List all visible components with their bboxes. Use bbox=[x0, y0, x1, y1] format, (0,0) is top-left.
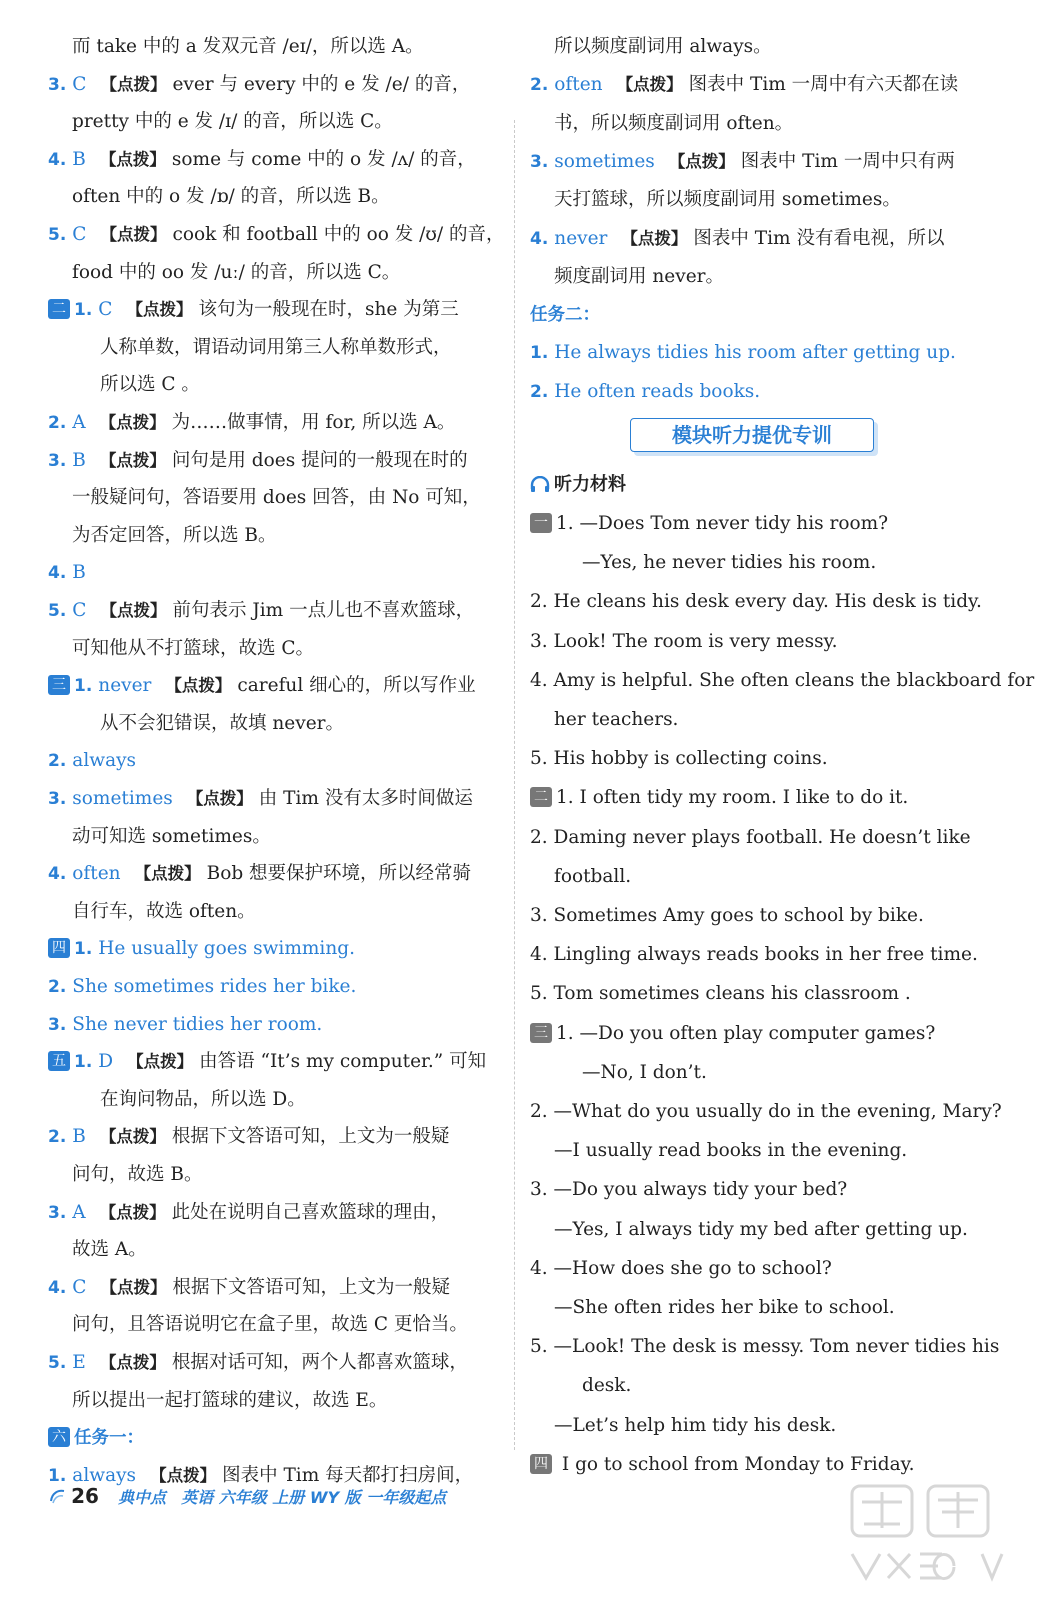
text-line bbox=[48, 1085, 306, 1115]
headphone-icon bbox=[530, 476, 550, 492]
explanation-text: 问句，故选 B。 bbox=[72, 1164, 203, 1185]
explanation-text: 2. He cleans his desk every day. His desk is tidy. bbox=[530, 591, 982, 613]
explanation-text: 为否定回答，所以选 B。 bbox=[72, 524, 277, 546]
text-line bbox=[48, 859, 471, 889]
item-number: 4. bbox=[48, 563, 67, 584]
explanation-text: 根据下文答语可知，上文为一般疑 bbox=[172, 1276, 450, 1298]
explanation-text: 所以选 C 。 bbox=[100, 374, 200, 396]
text-line bbox=[48, 333, 452, 363]
text-line bbox=[530, 1371, 631, 1401]
explanation-text: 由答语 “It’s my computer.” 可知 bbox=[199, 1051, 487, 1073]
explanation-text: —Let’s help him tidy his desk. bbox=[554, 1414, 837, 1436]
text-line bbox=[48, 596, 474, 626]
explanation-text: Bob 想要保护环境，所以经常骑 bbox=[206, 863, 472, 885]
explanation-text: 为……做事情，用 for, 所以选 A。 bbox=[171, 412, 456, 433]
explanation-text: 4. —How does she go to school? bbox=[530, 1257, 832, 1279]
section-line bbox=[48, 671, 476, 701]
explanation-text: her teachers. bbox=[554, 709, 679, 730]
text-line bbox=[48, 784, 473, 814]
text-line bbox=[48, 182, 390, 212]
text-line bbox=[530, 1293, 895, 1323]
explanation-text: 图表中 Tim 一周中只有两 bbox=[740, 150, 955, 172]
hint-label: 【点拨】 bbox=[127, 1052, 194, 1072]
text-line bbox=[48, 897, 256, 927]
answer: He often reads books. bbox=[554, 380, 761, 402]
answer: D bbox=[98, 1051, 114, 1073]
text-line bbox=[530, 1058, 707, 1088]
explanation-text: 天打篮球，所以频度副词用 sometimes。 bbox=[554, 189, 901, 211]
answer: He usually goes swimming. bbox=[98, 938, 355, 960]
section-badge: 二 bbox=[48, 299, 70, 319]
text-line bbox=[530, 262, 724, 292]
answer: A bbox=[72, 1201, 86, 1223]
answer: often bbox=[72, 863, 121, 885]
answer: She never tidies her room. bbox=[72, 1013, 323, 1035]
text-line bbox=[530, 862, 631, 892]
text-line bbox=[530, 1215, 968, 1245]
text-line bbox=[530, 338, 970, 368]
hint-label: 【点拨】 bbox=[99, 149, 166, 169]
item-number: 3. bbox=[48, 1202, 67, 1223]
answer: B bbox=[72, 449, 86, 471]
answer: never bbox=[98, 675, 152, 697]
explanation-text: 3. —Do you always tidy your bed? bbox=[530, 1179, 848, 1201]
item-number: 1. bbox=[74, 939, 93, 960]
explanation-text: 一般疑问句，答语要用 does 回答，由 No 可知， bbox=[72, 487, 481, 509]
explanation-text: 根据对话可知，两个人都喜欢篮球， bbox=[171, 1352, 468, 1373]
item-number: 5. bbox=[48, 601, 67, 621]
explanation-text: 5. His hobby is collecting coins. bbox=[530, 748, 828, 770]
item-number: 5. bbox=[48, 1353, 67, 1373]
explanation-text: football. bbox=[554, 865, 632, 887]
answer: sometimes bbox=[72, 788, 173, 809]
answer: A bbox=[72, 412, 86, 433]
text-line bbox=[48, 70, 470, 100]
explanation-text: 由 Tim 没有太多时间做运 bbox=[258, 788, 473, 809]
text-line bbox=[530, 300, 600, 330]
hint-label: 【点拨】 bbox=[99, 1353, 166, 1372]
explanation-text: ever 与 every 中的 e 发 /e/ 的音， bbox=[172, 73, 471, 95]
explanation-text: pretty 中的 e 发 /ɪ/ 的音，所以选 C。 bbox=[72, 111, 393, 133]
explanation-text: —I usually read books in the evening. bbox=[554, 1140, 908, 1162]
answer: always bbox=[72, 1464, 137, 1486]
item-number: 1. bbox=[74, 676, 93, 697]
item-number: 3. bbox=[530, 151, 549, 172]
explanation-text: 图表中 Tim 没有看电视，所以 bbox=[693, 227, 945, 249]
answer: C bbox=[98, 299, 113, 321]
explanation-text: often 中的 o 发 /ɒ/ 的音，所以选 B。 bbox=[72, 186, 390, 208]
explanation-text: 图表中 Tim 每天都打扫房间， bbox=[222, 1464, 474, 1486]
section-badge: 四 bbox=[48, 938, 70, 958]
answer: B bbox=[72, 1126, 86, 1148]
hint-label: 【点拨】 bbox=[100, 74, 167, 94]
text-line bbox=[530, 979, 911, 1009]
text-line bbox=[48, 220, 504, 250]
text-line bbox=[530, 1332, 999, 1362]
answer: sometimes bbox=[554, 150, 655, 172]
answer: never bbox=[554, 227, 608, 249]
text-line bbox=[48, 1198, 449, 1228]
section-line bbox=[48, 1047, 486, 1077]
hint-label: 【点拨】 bbox=[616, 75, 683, 95]
section-badge: 四 bbox=[530, 1454, 552, 1474]
text-line bbox=[48, 1235, 147, 1265]
text-line bbox=[48, 145, 476, 175]
text-line bbox=[48, 558, 100, 588]
hint-label: 【点拨】 bbox=[99, 413, 166, 432]
hint-label: 【点拨】 bbox=[134, 864, 201, 884]
text-line bbox=[530, 1097, 1002, 1127]
explanation-text: 3. Look! The room is very messy. bbox=[530, 630, 838, 652]
text-line bbox=[530, 705, 678, 735]
explanation-text: I go to school from Monday to Friday. bbox=[556, 1453, 915, 1475]
explanation-text: 问句，且答语说明它在盒子里，故选 C 更恰当。 bbox=[72, 1314, 468, 1336]
hint-label: 【点拨】 bbox=[99, 1202, 166, 1222]
item-number: 5. bbox=[48, 225, 67, 245]
text-line bbox=[48, 1273, 450, 1303]
answer: B bbox=[72, 562, 86, 584]
text-line bbox=[48, 521, 276, 551]
text-line bbox=[530, 70, 958, 100]
text-line bbox=[48, 32, 424, 62]
text-line bbox=[48, 1348, 468, 1378]
item-number: 3. bbox=[48, 1014, 67, 1035]
hint-label: 【点拨】 bbox=[186, 789, 253, 808]
text-line bbox=[48, 1160, 202, 1190]
text-line bbox=[530, 901, 924, 931]
listening-heading bbox=[530, 470, 626, 500]
text-line bbox=[530, 940, 978, 970]
text-line bbox=[48, 746, 150, 776]
text-line bbox=[530, 185, 901, 215]
item-number: 2. bbox=[48, 1127, 67, 1148]
section-line bbox=[530, 1019, 935, 1049]
text-line bbox=[530, 823, 971, 853]
explanation-text: 从不会犯错误，故填 never。 bbox=[100, 712, 344, 734]
hint-label: 【点拨】 bbox=[126, 300, 193, 320]
page-footer bbox=[48, 1484, 446, 1514]
text-line bbox=[530, 224, 944, 254]
section-badge: 二 bbox=[530, 787, 552, 807]
section-line bbox=[530, 783, 908, 813]
section-line bbox=[48, 295, 459, 325]
explanation-text: 故选 A。 bbox=[72, 1239, 147, 1261]
explanation-text: —She often rides her bike to school. bbox=[554, 1297, 895, 1318]
answer: She sometimes rides her bike. bbox=[72, 976, 357, 997]
text-line bbox=[48, 634, 314, 664]
text-line bbox=[48, 822, 271, 852]
text-line bbox=[530, 1175, 847, 1205]
text-line bbox=[530, 587, 982, 617]
text-line bbox=[530, 377, 774, 407]
explanation-text: 前句表示 Jim 一点儿也不喜欢篮球， bbox=[172, 600, 475, 621]
text-line bbox=[530, 32, 772, 62]
section-badge: 六 bbox=[48, 1427, 70, 1447]
hint-label: 【点拨】 bbox=[165, 676, 232, 696]
text-line bbox=[48, 258, 400, 288]
item-number: 4. bbox=[48, 864, 67, 885]
section-badge: 五 bbox=[48, 1051, 70, 1071]
section-line bbox=[48, 934, 369, 964]
text-line bbox=[530, 744, 828, 774]
hint-label: 【点拨】 bbox=[100, 601, 167, 620]
hint-label: 【点拨】 bbox=[99, 450, 166, 470]
item-number: 2. bbox=[48, 751, 67, 772]
explanation-text: —No, I don’t. bbox=[582, 1061, 707, 1083]
explanation-text: 5. —Look! The desk is messy. Tom never tidies his bbox=[530, 1336, 1000, 1358]
explanation-text: 2. —What do you usually do in the evening, Mary? bbox=[530, 1101, 1002, 1122]
task-label: 任务二： bbox=[530, 305, 600, 326]
answer: C bbox=[72, 224, 87, 245]
section-line bbox=[530, 509, 888, 539]
item-number: 2. bbox=[48, 977, 67, 997]
explanation-text: —Yes, I always tidy my bed after getting up. bbox=[554, 1218, 968, 1240]
answer: E bbox=[72, 1352, 86, 1373]
answer: often bbox=[554, 74, 603, 96]
explanation-text: 频度副词用 never。 bbox=[554, 265, 724, 287]
text-line bbox=[530, 147, 955, 177]
explanation-text: 书，所以频度副词用 often。 bbox=[554, 112, 794, 134]
explanation-text: 1. I often tidy my room. I like to do it. bbox=[556, 787, 909, 809]
hint-label: 【点拨】 bbox=[100, 1277, 167, 1297]
explanation-text: 4. Lingling always reads books in her free time. bbox=[530, 944, 978, 966]
listening-title: 听力材料 bbox=[554, 474, 626, 495]
text-line bbox=[48, 1122, 449, 1152]
text-line bbox=[48, 107, 393, 137]
text-line bbox=[48, 1010, 336, 1040]
explanation-text: desk. bbox=[582, 1375, 632, 1397]
item-number: 2. bbox=[530, 381, 549, 402]
explanation-text: 2. Daming never plays football. He doesn’t like bbox=[530, 826, 971, 848]
task-label: 任务一： bbox=[74, 1428, 144, 1449]
answer: C bbox=[72, 1276, 87, 1298]
item-number: 4. bbox=[530, 228, 549, 249]
explanation-text: 人称单数，谓语动词用第三人称单数形式， bbox=[100, 336, 452, 358]
section-badge: 三 bbox=[48, 675, 70, 695]
column-divider bbox=[514, 120, 515, 1450]
section-banner: 模块听力提优专训 bbox=[630, 418, 874, 452]
explanation-text: 5. Tom sometimes cleans his classroom . bbox=[530, 983, 911, 1005]
explanation-text: 而 take 中的 a 发双元音 /eɪ/，所以选 A。 bbox=[72, 36, 424, 57]
explanation-text: 问句是用 does 提问的一般现在时的 bbox=[171, 449, 468, 471]
text-line bbox=[48, 370, 200, 400]
explanation-text: 所以频度副词用 always。 bbox=[554, 36, 772, 57]
page-number: 26 bbox=[71, 1484, 99, 1508]
text-line bbox=[48, 1310, 468, 1340]
hint-label: 【点拨】 bbox=[621, 228, 688, 248]
item-number: 3. bbox=[48, 450, 67, 471]
explanation-text: careful 细心的，所以写作业 bbox=[237, 675, 476, 697]
answer: B bbox=[72, 148, 86, 170]
text-line bbox=[48, 483, 481, 513]
explanation-text: 该句为一般现在时，she 为第三 bbox=[198, 299, 459, 321]
section-line bbox=[530, 1450, 914, 1480]
item-number: 4. bbox=[48, 1277, 67, 1298]
section-badge: 一 bbox=[530, 513, 552, 533]
explanation-text: 1. —Do you often play computer games? bbox=[556, 1022, 936, 1044]
text-line bbox=[530, 627, 837, 657]
text-line bbox=[48, 408, 455, 438]
explanation-text: 根据下文答语可知，上文为一般疑 bbox=[171, 1126, 450, 1148]
text-line bbox=[530, 548, 876, 578]
explanation-text: 在询问物品，所以选 D。 bbox=[100, 1088, 306, 1110]
explanation-text: —Yes, he never tidies his room. bbox=[582, 552, 877, 574]
book-title: 英语 六年级 上册 WY 版 一年级起点 bbox=[181, 1488, 447, 1507]
section-line bbox=[48, 1423, 144, 1453]
text-line bbox=[530, 109, 793, 139]
item-number: 3. bbox=[48, 74, 67, 95]
text-line bbox=[48, 446, 468, 476]
text-line bbox=[530, 1411, 836, 1441]
answer: always bbox=[72, 750, 137, 772]
explanation-text: 4. Amy is helpful. She often cleans the blackboard for bbox=[530, 669, 1035, 691]
explanation-text: cook 和 football 中的 oo 发 /ʊ/ 的音， bbox=[172, 224, 505, 245]
item-number: 4. bbox=[48, 149, 67, 170]
item-number: 2. bbox=[48, 413, 67, 433]
text-line bbox=[48, 709, 344, 739]
hint-label: 【点拨】 bbox=[100, 225, 167, 244]
item-number: 1. bbox=[530, 343, 549, 364]
explanation-text: food 中的 oo 发 /uː/ 的音，所以选 C。 bbox=[72, 261, 401, 283]
explanation-text: 动可知选 sometimes。 bbox=[72, 825, 271, 847]
hint-label: 【点拨】 bbox=[99, 1127, 166, 1147]
text-line bbox=[530, 1254, 832, 1284]
explanation-text: 图表中 Tim 一周中有六天都在读 bbox=[688, 74, 959, 96]
explanation-text: 可知他从不打篮球，故选 C。 bbox=[72, 637, 315, 659]
explanation-text: 3. Sometimes Amy goes to school by bike. bbox=[530, 905, 924, 926]
explanation-text: some 与 come 中的 o 发 /ʌ/ 的音， bbox=[171, 148, 476, 170]
watermark-stamp bbox=[842, 1478, 1012, 1588]
hint-label: 【点拨】 bbox=[150, 1465, 217, 1485]
series-name: 典中点 bbox=[118, 1488, 167, 1507]
explanation-text: 此处在说明自己喜欢篮球的理由， bbox=[171, 1201, 450, 1223]
text-line bbox=[48, 972, 370, 1002]
item-number: 1. bbox=[48, 1465, 67, 1486]
text-line bbox=[530, 1136, 907, 1166]
text-line bbox=[530, 666, 1034, 696]
swirl-logo-icon bbox=[48, 1487, 66, 1505]
section-badge: 三 bbox=[530, 1023, 552, 1043]
answer: C bbox=[72, 600, 87, 621]
text-line bbox=[48, 1386, 387, 1416]
item-number: 3. bbox=[48, 789, 67, 809]
item-number: 1. bbox=[74, 300, 93, 321]
item-number: 1. bbox=[74, 1052, 93, 1073]
explanation-text: 所以提出一起打篮球的建议，故选 E。 bbox=[72, 1389, 388, 1411]
hint-label: 【点拨】 bbox=[668, 151, 735, 171]
explanation-text: 1. —Does Tom never tidy his room? bbox=[556, 513, 889, 534]
answer: He always tidies his room after getting up. bbox=[554, 342, 956, 364]
answer: C bbox=[72, 73, 87, 95]
item-number: 2. bbox=[530, 75, 549, 96]
explanation-text: 自行车，故选 often。 bbox=[72, 900, 256, 922]
